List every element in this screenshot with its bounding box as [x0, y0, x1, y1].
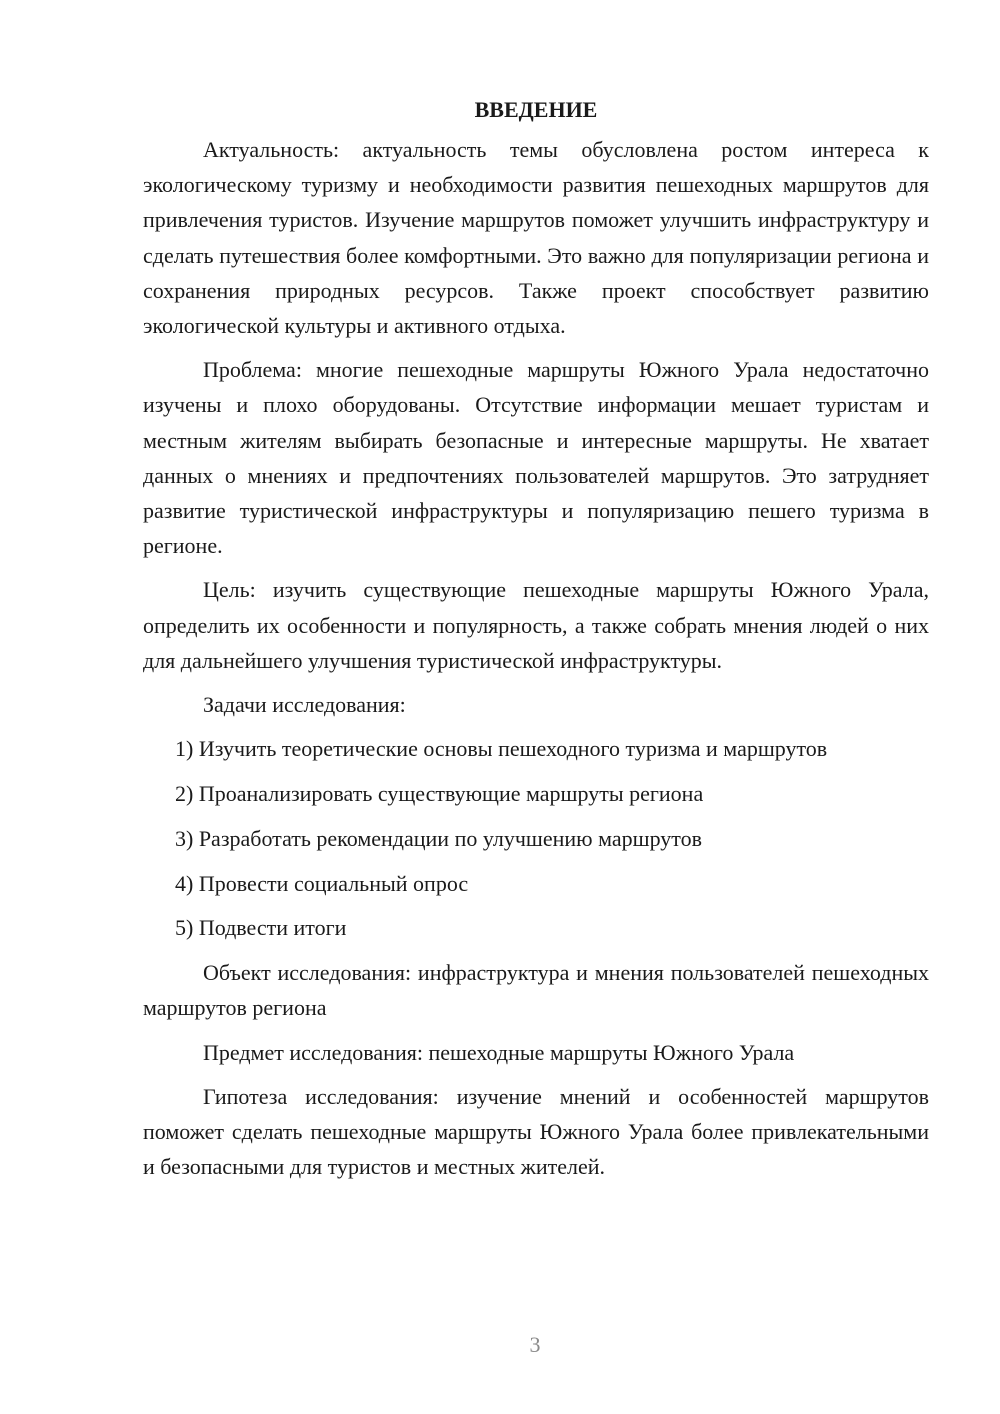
- tasks-heading: Задачи исследования:: [203, 692, 406, 718]
- task-item: 3) Разработать рекомендации по улучшению маршрутов: [175, 825, 703, 851]
- document-page: [143, 92, 929, 1193]
- tasks-list: [143, 731, 929, 945]
- page-number: 3: [529, 1332, 541, 1357]
- relevance-paragraph: Актуальность: актуальность темы обусловлена ростом интереса к экологическому туризму и необходимости развития пешеходных маршрутов для привлечения туристов. Изучение маршрутов поможет улучшить инфраструктуру и сделать путешествия более комфортными. Это важно для популяризации региона и сохранения природных ресурсов. Также проект способствует развитию экологической культуры и активного отдыха.: [143, 137, 929, 339]
- problem-paragraph: Проблема: многие пешеходные маршруты Южного Урала недостаточно изучены и плохо оборудованы. Отсутствие информации мешает туристам и местным жителям выбирать безопасные и интересные маршруты. Не хватает данных о мнениях и предпочтениях пользователей маршрутов. Это затрудняет развитие туристической инфраструктуры и популяризацию пешего туризма в регионе.: [143, 357, 929, 559]
- subject-paragraph: Предмет исследования: пешеходные маршруты Южного Урала: [203, 1039, 795, 1065]
- task-item: 4) Провести социальный опрос: [175, 870, 469, 896]
- task-item: 1) Изучить теоретические основы пешеходного туризма и маршрутов: [175, 736, 828, 762]
- hypothesis-paragraph: Гипотеза исследования: изучение мнений и особенностей маршрутов поможет сделать пешеходные маршруты Южного Урала более привлекательными и безопасными для туристов и местных жителей.: [143, 1083, 929, 1180]
- goal-paragraph: Цель: изучить существующие пешеходные маршруты Южного Урала, определить их особенности и популярность, а также собрать мнения людей о них для дальнейшего улучшения туристической инфраструктуры.: [143, 577, 929, 673]
- object-paragraph: Объект исследования: инфраструктура и мнения пользователей пешеходных маршрутов региона: [143, 960, 929, 1021]
- task-item: 5) Подвести итоги: [175, 915, 347, 941]
- page-title: ВВЕДЕНИЕ: [474, 97, 598, 122]
- task-item: 2) Проанализировать существующие маршруты региона: [175, 781, 704, 807]
